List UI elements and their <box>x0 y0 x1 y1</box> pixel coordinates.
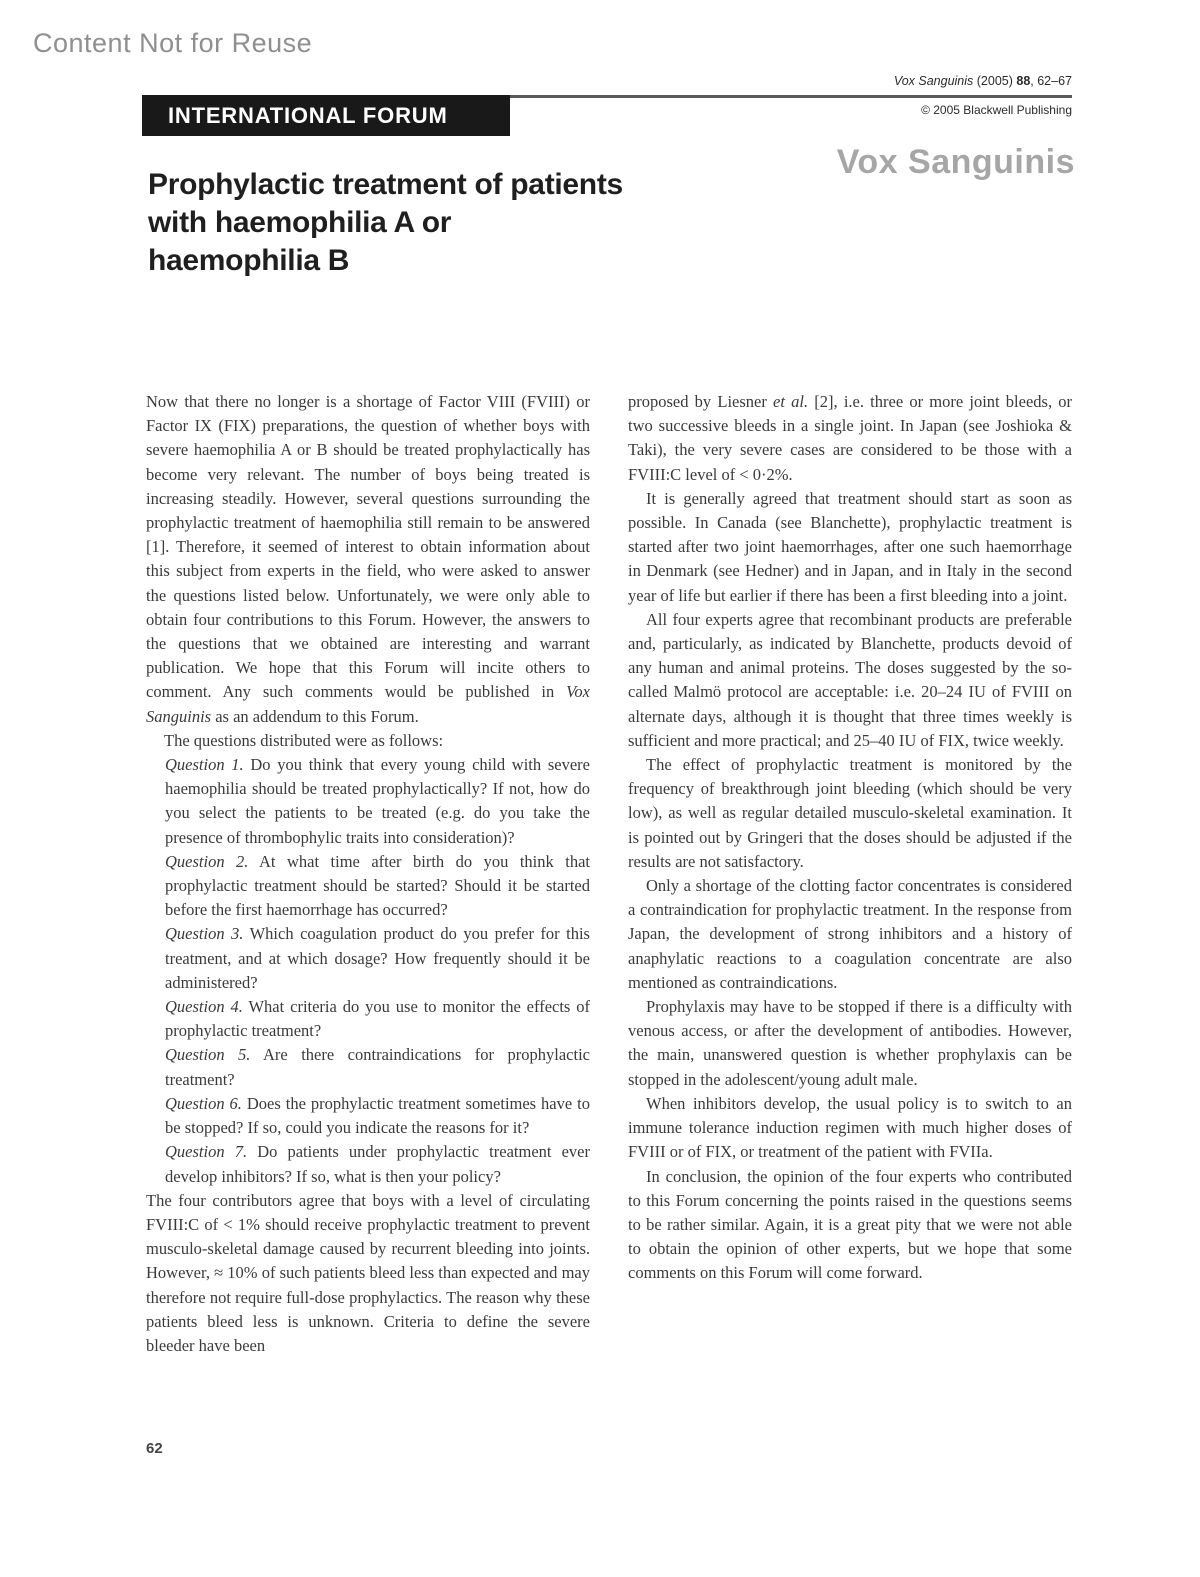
article-title-line: haemophilia B <box>148 244 350 277</box>
question-label: Question 6. <box>165 1093 242 1113</box>
consensus-paragraph-right <box>628 390 1072 487</box>
citation-journal: Vox Sanguinis <box>893 74 974 88</box>
intro-text: Now that there no longer is a shortage of Factor VIII (FVIII) or Factor IX (FIX) preparations, the question of whether boys with severe haemophilia A or B should be treated prophylactically has become very relevant. The number of boys being treated is increasing steadily. However, several questions surrounding the prophylactic treatment of haemophilia still remain to be answered [1]. Therefore, it seemed of interest to obtain information about this subject from experts in the field, who were asked to answer the questions listed below. Unfortunately, we were only able to obtain four contributions to this Forum. However, the answers to the questions that we obtained are interesting and warrant publication. We hope that this Forum will incite others to comment. Any such comments would be published in <box>146 392 590 702</box>
question-label: Question 7. <box>165 1142 248 1162</box>
question-text: Does the prophylactic treatment sometimes have to be stopped? If so, could you indicate the reasons for it? <box>165 1093 590 1138</box>
question-text: Which coagulation product do you prefer for this treatment, and at which dosage? How frequently should it be administered? <box>165 924 590 992</box>
copyright-line: © 2005 Blackwell Publishing <box>921 103 1072 117</box>
consensus-paragraph-left: The four contributors agree that boys with a level of circulating FVIII:C of < 1% should receive prophylactic treatment to prevent musculo-skeletal damage caused by recurrent bleeding into joints. However, ≈ 10% of such patients bleed less than expected and may therefore not require full-dose prophylactics. The reason why these patients bleed less is unknown. Criteria to define the severe bleeder have been <box>146 1190 590 1355</box>
body-paragraph: All four experts agree that recombinant products are preferable and, particularly, as indicated by Blanchette, products devoid of any human and animal proteins. The doses suggested by the so-called Malmö protocol are acceptable: i.e. 20–24 IU of FVIII on alternate days, although it is thought that three times weekly is sufficient and more practical; and 25–40 IU of FIX, twice weekly. <box>628 609 1072 750</box>
consensus-text: proposed by Liesner <box>628 392 774 411</box>
right-column <box>628 390 1072 1358</box>
questions-lead: The questions distributed were as follows: <box>164 730 444 750</box>
intro-text-end: as an addendum to this Forum. <box>211 706 419 726</box>
question-item-7 <box>165 1140 590 1188</box>
question-label: Question 3. <box>165 924 244 944</box>
body-paragraph: Prophylaxis may have to be stopped if there is a difficulty with venous access, or after the development of antibodies. However, the main, unanswered question is whether prophylaxis can be stopped in the adolescent/young adult male. <box>628 997 1072 1089</box>
question-item-5 <box>165 1043 590 1091</box>
section-banner: INTERNATIONAL FORUM <box>142 95 510 136</box>
question-label: Question 5. <box>165 1045 251 1065</box>
question-text: What criteria do you use to monitor the effects of prophylactic treatment? <box>165 997 590 1041</box>
body-paragraph: In conclusion, the opinion of the four experts who contributed to this Forum concerning the points raised in the questions seems to be rather similar. Again, it is a great pity that we were not able to obtain the opinion of other experts, but we hope that some comments on this Forum will come forward. <box>628 1166 1072 1283</box>
question-text: At what time after birth do you think that prophylactic treatment should be started? Should it be started before the first haemorrhage has occurred? <box>165 851 590 920</box>
header-rule <box>506 95 1072 98</box>
question-item-4 <box>165 995 590 1043</box>
question-label: Question 1. <box>165 755 244 775</box>
article-title-line: with haemophilia A or <box>148 206 452 239</box>
article-title-line: Prophylactic treatment of patients <box>148 168 623 201</box>
et-al-italic: et al. <box>773 392 809 411</box>
question-item-2 <box>165 850 590 923</box>
page-number: 62 <box>146 1440 163 1457</box>
body-paragraph: It is generally agreed that treatment should start as soon as possible. In Canada (see Blanchette), prophylactic treatment is started after two joint haemorrhages, after one such haemorrhage in Denmark (see Hedner) and in Japan, and in Italy in the second year of life but earlier if there has been a first bleeding into a joint. <box>628 488 1072 605</box>
article-title <box>148 166 623 280</box>
consensus-text-end: [2], i.e. three or more joint bleeds, or two successive bleeds in a single joint. In Japan (see Joshioka & Taki), the very severe cases are considered to be those with a FVIII:C level of < 0·2%. <box>628 392 1073 484</box>
journal-logo: Vox Sanguinis <box>836 143 1075 181</box>
citation-year: (2005) <box>973 74 1017 88</box>
question-item-3 <box>165 922 590 995</box>
content-reuse-watermark: Content Not for Reuse <box>33 28 313 58</box>
journal-name-italic: Vox Sanguinis <box>146 682 590 726</box>
question-label: Question 2. <box>165 851 249 871</box>
body-paragraph: Only a shortage of the clotting factor concentrates is considered a contraindication for prophylactic treatment. In the response from Japan, the development of strong inhibitors and a history of anaphylatic reactions to a coagulation concentrate are also mentioned as contraindications. <box>628 876 1072 992</box>
article-body <box>146 390 1072 1358</box>
body-paragraph: When inhibitors develop, the usual policy is to switch to an immune tolerance induction regimen with much higher doses of FVIII or of FIX, or treatment of the patient with FVIIa. <box>628 1093 1072 1162</box>
citation-pages: , 62–67 <box>1030 74 1072 88</box>
citation-volume: 88 <box>1016 74 1031 88</box>
question-item-1 <box>165 753 590 850</box>
left-column <box>146 390 590 1358</box>
question-text: Do patients under prophylactic treatment ever develop inhibitors? If so, what is then your policy? <box>165 1142 590 1186</box>
question-label: Question 4. <box>165 997 243 1017</box>
question-item-6 <box>165 1092 590 1140</box>
question-text: Are there contraindications for prophylactic treatment? <box>165 1045 590 1089</box>
question-text: Do you think that every young child with severe haemophilia should be treated prophylactically? If not, how do you select the patients to be treated (e.g. do you take the presence of thrombophylic traits into consideration)? <box>165 755 590 847</box>
intro-paragraph <box>146 390 590 729</box>
citation-line <box>894 74 1072 88</box>
body-paragraph: The effect of prophylactic treatment is monitored by the frequency of breakthrough joint bleeding (which should be very low), as well as regular detailed musculo-skeletal examination. It is pointed out by Gringeri that the doses should be adjusted if the results are not satisfactory. <box>628 755 1072 871</box>
